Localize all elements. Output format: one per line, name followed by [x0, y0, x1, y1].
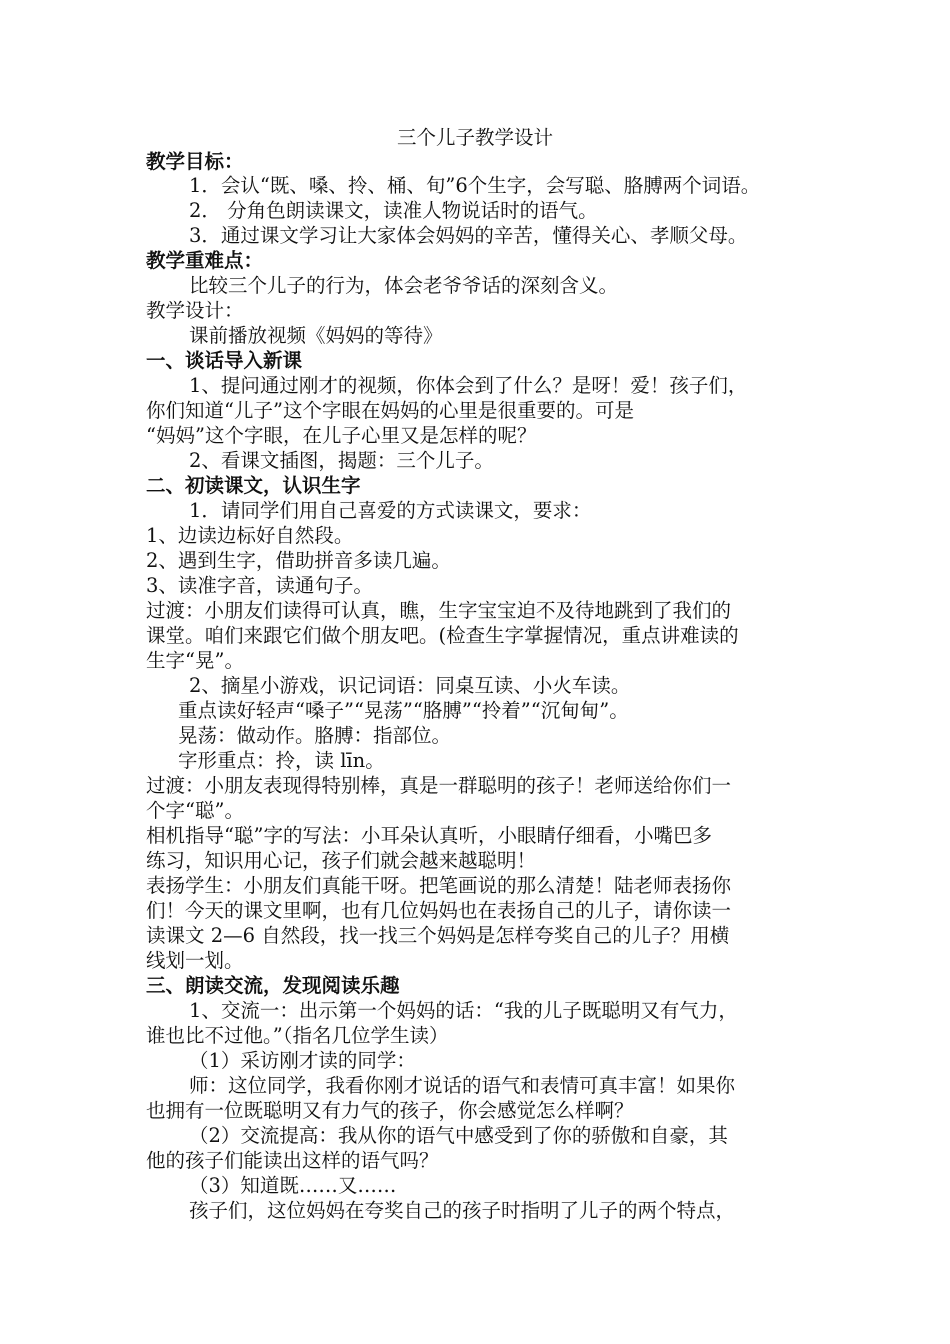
paragraph-line: 生字“晃”。 — [146, 649, 244, 672]
paragraph-line: “妈妈”这个字眼，在儿子心里又是怎样的呢？ — [146, 424, 537, 447]
objective-item: 1．会认“既、嗓、拎、桶、旬”6个生字，会写聪、胳膊两个词语。 — [189, 174, 761, 197]
list-item: 1、边读边标好自然段。 — [146, 524, 354, 547]
paragraph-line: 表扬学生：小朋友们真能干呀。把笔画说的那么清楚！陆老师表扬你 — [146, 874, 732, 897]
paragraph-line: 练习，知识用心记，孩子们就会越来越聪明！ — [146, 849, 537, 872]
paragraph-line: （2）交流提高：我从你的语气中感受到了你的骄傲和自豪，其 — [189, 1124, 728, 1147]
paragraph-line: 重点读好轻声“嗓子”“晃荡”“胳膊”“拎着”“沉甸甸”。 — [178, 699, 629, 722]
paragraph-line: 过渡：小朋友表现得特别棒，真是一群聪明的孩子！老师送给你们一 — [146, 774, 732, 797]
objective-item: 3．通过课文学习让大家体会妈妈的辛苦，懂得关心、孝顺父母。 — [189, 224, 748, 247]
paragraph-line: 线划一划。 — [146, 949, 244, 972]
paragraph-line: 他的孩子们能读出这样的语气吗？ — [146, 1149, 439, 1172]
paragraph-line: 师：这位同学，我看你刚才说话的语气和表情可真丰富！如果你 — [189, 1074, 736, 1097]
paragraph-line: 你们知道“儿子”这个字眼在妈妈的心里是很重要的。可是 — [146, 399, 634, 422]
paragraph-line: 课前播放视频《妈妈的等待》 — [189, 324, 443, 347]
paragraph-line: 们！今天的课文里啊，也有几位妈妈也在表扬自己的儿子，请你读一 — [146, 899, 732, 922]
paragraph-line: （3）知道既……又…… — [189, 1174, 397, 1197]
section-heading-3: 三、朗读交流，发现阅读乐趣 — [146, 974, 400, 997]
paragraph-line: 1、交流一：出示第一个妈妈的话：“我的儿子既聪明又有气力， — [189, 999, 738, 1022]
paragraph-line: 2、摘星小游戏，识记词语：同桌互读、小火车读。 — [189, 674, 631, 697]
paragraph-line: 字形重点：拎，读 līn。 — [178, 749, 385, 772]
section-heading-2: 二、初读课文，认识生字 — [146, 474, 361, 497]
section-heading-objectives: 教学目标： — [146, 150, 244, 173]
paragraph-line: 1、提问通过刚才的视频，你体会到了什么？是呀！爱！孩子们， — [189, 374, 748, 397]
paragraph-line: 2、看课文插图，揭题：三个儿子。 — [189, 449, 494, 472]
paragraph-line: 个字“聪”。 — [146, 799, 244, 822]
paragraph-line: 1．请同学们用自己喜爱的方式读课文，要求： — [189, 499, 592, 522]
paragraph-line: 晃荡：做动作。胳膊：指部位。 — [178, 724, 452, 747]
paragraph-line: 相机指导“聪”字的写法：小耳朵认真听，小眼睛仔细看，小嘴巴多 — [146, 824, 712, 847]
list-item: 3、读准字音，读通句子。 — [146, 574, 373, 597]
list-item: 2、遇到生字，借助拼音多读几遍。 — [146, 549, 451, 572]
paragraph-line: （1）采访刚才读的同学： — [189, 1049, 416, 1072]
paragraph-line: 课堂。咱们来跟它们做个朋友吧。(检查生字掌握情况，重点讲难读的 — [146, 624, 739, 647]
section-heading-design: 教学设计： — [146, 299, 244, 322]
paragraph-line: 读课文 2—6 自然段，找一找三个妈妈是怎样夸奖自己的儿子？用横 — [146, 924, 730, 947]
section-heading-key-points: 教学重难点： — [146, 249, 264, 272]
document-title: 三个儿子教学设计 — [396, 126, 553, 149]
paragraph-line: 过渡：小朋友们读得可认真，瞧，生字宝宝迫不及待地跳到了我们的 — [146, 599, 732, 622]
paragraph-line: 孩子们，这位妈妈在夸奖自己的孩子时指明了儿子的两个特点， — [189, 1199, 736, 1222]
paragraph-line: 也拥有一位既聪明又有力气的孩子，你会感觉怎么样啊？ — [146, 1099, 634, 1122]
paragraph-line: 谁也比不过他。”（指名几位学生读） — [146, 1024, 449, 1047]
paragraph-line: 比较三个儿子的行为，体会老爷爷话的深刻含义。 — [189, 274, 619, 297]
section-heading-1: 一、谈话导入新课 — [146, 349, 303, 372]
objective-item: 2． 分角色朗读课文，读准人物说话时的语气。 — [189, 199, 598, 222]
